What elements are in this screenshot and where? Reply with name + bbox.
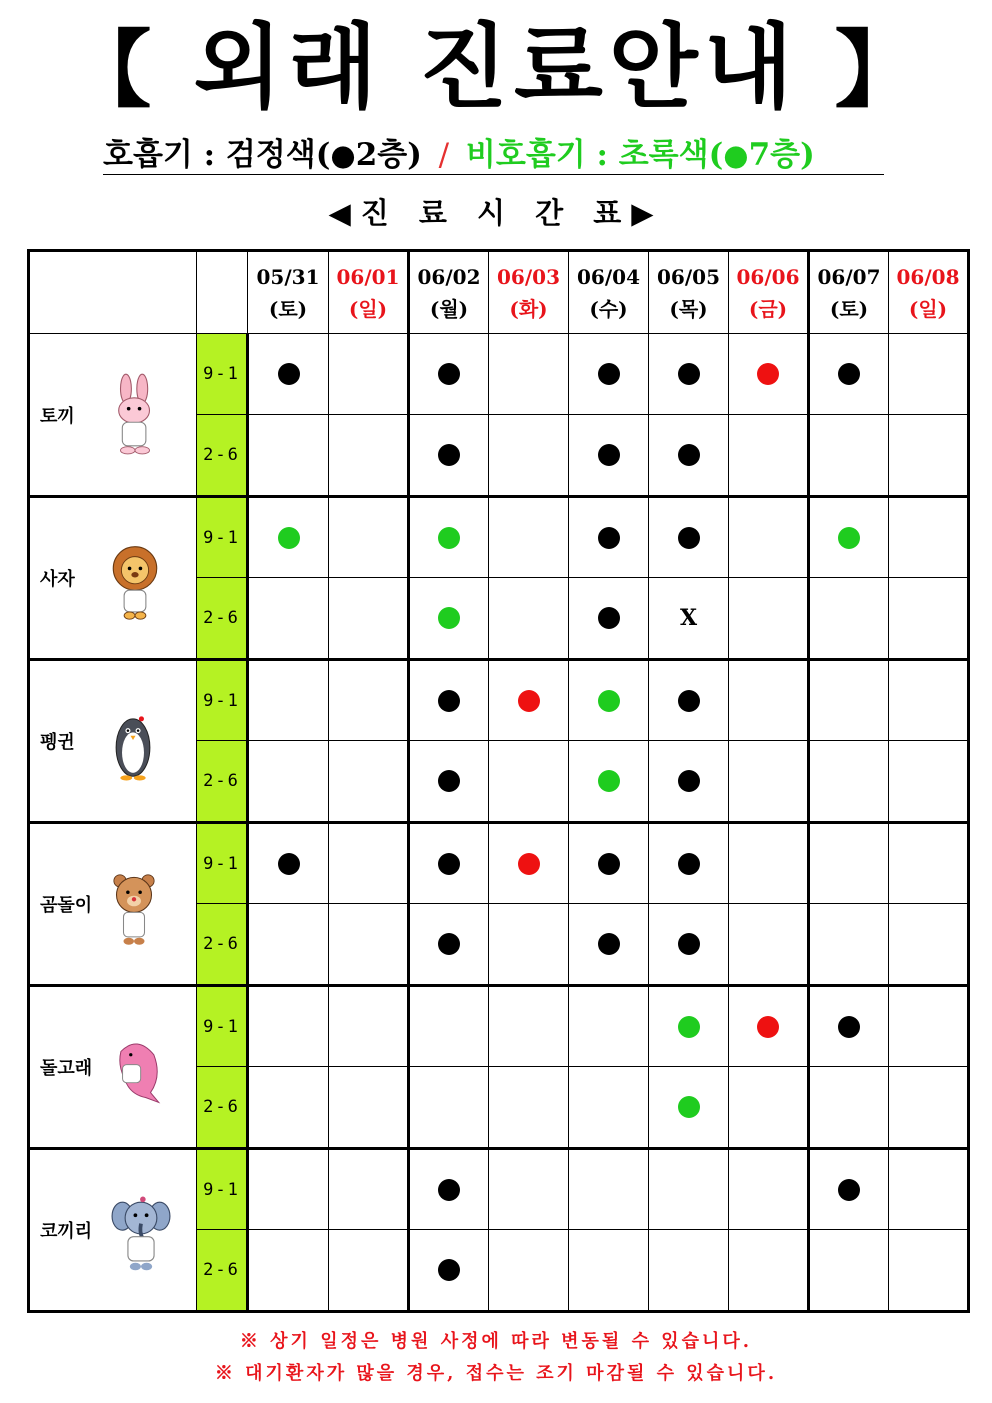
schedule-cell xyxy=(489,741,569,823)
weekday-label: (월) xyxy=(429,296,469,321)
time-slot-label: 9-1 xyxy=(197,986,248,1067)
doctor-name: 곰돌이 xyxy=(40,895,93,916)
black-dot-icon xyxy=(438,770,460,792)
black-dot-icon xyxy=(678,853,700,875)
schedule-cell xyxy=(569,741,649,823)
schedule-cell xyxy=(248,660,329,741)
date-header xyxy=(248,251,329,334)
schedule-cell xyxy=(489,578,569,660)
notice-schedule-change: ※ 상기 일정은 병원 사정에 따라 변동될 수 있습니다. xyxy=(239,1331,753,1352)
schedule-cell xyxy=(569,660,649,741)
time-slot-label: 2-6 xyxy=(197,741,248,823)
schedule-cell xyxy=(649,1149,729,1230)
schedule-cell xyxy=(409,1149,489,1230)
schedule-cell xyxy=(809,1149,889,1230)
schedule-cell xyxy=(729,741,809,823)
title-word-outpatient: 외래 xyxy=(193,14,384,121)
schedule-title: ◀진 료 시 간 표▶ xyxy=(328,196,664,230)
schedule-cell xyxy=(329,986,409,1067)
black-dot-icon xyxy=(678,444,700,466)
black-dot-icon xyxy=(598,607,620,629)
penguin-doctor-icon xyxy=(106,703,160,787)
schedule-row xyxy=(29,334,969,415)
time-slot-label: 9-1 xyxy=(197,660,248,741)
schedule-cell xyxy=(889,741,969,823)
red-dot-icon xyxy=(518,690,540,712)
page-title xyxy=(0,14,992,121)
black-dot-icon xyxy=(838,1016,860,1038)
date-label: 06/04 xyxy=(577,264,640,289)
black-dot-icon xyxy=(678,527,700,549)
bear-doctor-icon xyxy=(106,866,162,950)
schedule-cell xyxy=(729,497,809,578)
date-header xyxy=(649,251,729,334)
schedule-cell xyxy=(489,1067,569,1149)
schedule-cell xyxy=(329,1067,409,1149)
doctor-cell xyxy=(29,334,197,497)
green-dot-icon xyxy=(438,527,460,549)
black-dot-icon xyxy=(438,1259,460,1281)
black-dot-icon xyxy=(678,770,700,792)
schedule-cell xyxy=(889,1230,969,1312)
red-dot-icon xyxy=(518,853,540,875)
date-header xyxy=(889,251,969,334)
schedule-cell xyxy=(409,1067,489,1149)
schedule-cell xyxy=(248,1149,329,1230)
schedule-cell xyxy=(809,823,889,904)
date-label: 06/07 xyxy=(817,264,881,289)
time-slot-label: 2-6 xyxy=(197,578,248,660)
legend-respiratory-label: 호흡기 : 검정색( xyxy=(103,137,331,173)
weekday-label: (화) xyxy=(509,296,548,321)
schedule-cell xyxy=(569,578,649,660)
weekday-label: (수) xyxy=(589,296,628,321)
black-dot-icon xyxy=(438,853,460,875)
schedule-cell xyxy=(329,741,409,823)
black-dot-icon xyxy=(278,853,300,875)
legend-respiratory-floor: 2층) xyxy=(355,137,422,173)
schedule-cell xyxy=(889,1149,969,1230)
legend-nonrespiratory-floor: 7층) xyxy=(748,137,815,173)
schedule-cell xyxy=(889,497,969,578)
weekday-label: (토) xyxy=(829,296,869,321)
schedule-cell xyxy=(809,904,889,986)
legend-green-dot-icon: ● xyxy=(723,138,749,172)
schedule-cell xyxy=(729,578,809,660)
schedule-cell xyxy=(729,823,809,904)
schedule-cell xyxy=(329,334,409,415)
weekday-label: (토) xyxy=(268,296,308,321)
schedule-cell xyxy=(489,1149,569,1230)
schedule-cell xyxy=(329,578,409,660)
schedule-row xyxy=(29,823,969,904)
schedule-cell xyxy=(329,497,409,578)
schedule-cell xyxy=(809,415,889,497)
title-close-bracket: 】 xyxy=(834,21,925,119)
schedule-cell xyxy=(569,986,649,1067)
black-dot-icon xyxy=(438,933,460,955)
schedule-cell xyxy=(569,1230,649,1312)
schedule-cell xyxy=(569,1067,649,1149)
date-label: 06/05 xyxy=(657,264,720,289)
schedule-cell xyxy=(809,334,889,415)
schedule-cell xyxy=(248,1067,329,1149)
schedule-cell xyxy=(489,334,569,415)
schedule-row xyxy=(29,986,969,1067)
doctor-cell xyxy=(29,497,197,660)
schedule-cell xyxy=(889,578,969,660)
weekday-label: (목) xyxy=(669,296,708,321)
time-slot-label: 9-1 xyxy=(197,334,248,415)
doctor-name: 펭귄 xyxy=(40,732,75,753)
schedule-cell xyxy=(248,741,329,823)
schedule-cell xyxy=(409,334,489,415)
schedule-cell xyxy=(649,904,729,986)
schedule-cell xyxy=(329,415,409,497)
date-header xyxy=(569,251,649,334)
schedule-cell xyxy=(489,823,569,904)
black-dot-icon xyxy=(598,363,620,385)
dolphin-doctor-icon xyxy=(106,1035,172,1109)
green-dot-icon xyxy=(678,1016,700,1038)
schedule-cell xyxy=(729,1067,809,1149)
schedule-cell xyxy=(809,1067,889,1149)
time-slot-label: 2-6 xyxy=(197,1230,248,1312)
doctor-cell xyxy=(29,660,197,823)
header-slot-cell xyxy=(197,251,248,334)
black-dot-icon xyxy=(438,690,460,712)
weekday-label: (금) xyxy=(748,296,788,321)
schedule-cell xyxy=(329,660,409,741)
date-header xyxy=(489,251,569,334)
weekday-label: (일) xyxy=(908,296,948,321)
schedule-cell xyxy=(489,660,569,741)
schedule-cell xyxy=(729,1230,809,1312)
schedule-cell xyxy=(329,823,409,904)
schedule-cell xyxy=(729,1149,809,1230)
header-corner-cell xyxy=(29,251,197,334)
date-label: 06/03 xyxy=(497,264,560,289)
schedule-table xyxy=(27,249,970,1313)
date-label: 06/08 xyxy=(896,264,960,289)
red-dot-icon xyxy=(757,1016,779,1038)
closed-x-mark: X xyxy=(679,605,698,631)
schedule-cell xyxy=(248,578,329,660)
schedule-cell xyxy=(729,986,809,1067)
black-dot-icon xyxy=(438,444,460,466)
legend-separator: / xyxy=(438,137,450,173)
legend-nonrespiratory-label: 비호흡기 : 초록색( xyxy=(465,137,724,173)
schedule-cell xyxy=(729,660,809,741)
schedule-cell xyxy=(489,986,569,1067)
green-dot-icon xyxy=(598,690,620,712)
elephant-doctor-icon xyxy=(106,1190,176,1274)
schedule-cell xyxy=(809,741,889,823)
black-dot-icon xyxy=(838,363,860,385)
schedule-cell xyxy=(649,1230,729,1312)
schedule-cell xyxy=(409,578,489,660)
schedule-row xyxy=(29,497,969,578)
date-label: 05/31 xyxy=(256,264,320,289)
date-header xyxy=(329,251,409,334)
time-slot-label: 9-1 xyxy=(197,497,248,578)
schedule-cell xyxy=(889,986,969,1067)
time-slot-label: 2-6 xyxy=(197,904,248,986)
black-dot-icon xyxy=(598,933,620,955)
time-slot-label: 2-6 xyxy=(197,415,248,497)
green-dot-icon xyxy=(598,770,620,792)
schedule-cell xyxy=(809,986,889,1067)
schedule-cell xyxy=(569,823,649,904)
schedule-cell xyxy=(649,415,729,497)
weekday-label: (일) xyxy=(348,296,388,321)
schedule-cell xyxy=(649,578,729,660)
notice-early-closing: ※ 대기환자가 많을 경우, 접수는 조기 마감될 수 있습니다. xyxy=(214,1363,778,1384)
time-slot-label: 9-1 xyxy=(197,1149,248,1230)
schedule-cell xyxy=(809,1230,889,1312)
schedule-cell xyxy=(409,986,489,1067)
schedule-cell xyxy=(248,823,329,904)
legend-black-dot-icon: ● xyxy=(330,138,356,172)
green-dot-icon xyxy=(678,1096,700,1118)
black-dot-icon xyxy=(678,933,700,955)
doctor-name: 코끼리 xyxy=(40,1221,93,1242)
doctor-cell xyxy=(29,1149,197,1312)
schedule-cell xyxy=(489,904,569,986)
black-dot-icon xyxy=(678,363,700,385)
schedule-cell xyxy=(809,578,889,660)
green-dot-icon xyxy=(838,527,860,549)
date-label: 06/01 xyxy=(336,264,400,289)
schedule-cell xyxy=(729,334,809,415)
black-dot-icon xyxy=(278,363,300,385)
schedule-cell xyxy=(889,415,969,497)
rabbit-doctor-icon xyxy=(106,372,164,458)
green-dot-icon xyxy=(278,527,300,549)
schedule-cell xyxy=(649,334,729,415)
time-slot-label: 2-6 xyxy=(197,1067,248,1149)
black-dot-icon xyxy=(598,853,620,875)
schedule-cell xyxy=(649,986,729,1067)
schedule-cell xyxy=(649,741,729,823)
schedule-cell xyxy=(649,497,729,578)
date-header-row xyxy=(29,251,969,334)
black-dot-icon xyxy=(678,690,700,712)
schedule-cell xyxy=(248,334,329,415)
date-label: 06/06 xyxy=(736,264,800,289)
lion-doctor-icon xyxy=(106,538,164,626)
schedule-cell xyxy=(889,823,969,904)
schedule-cell xyxy=(729,904,809,986)
black-dot-icon xyxy=(438,363,460,385)
doctor-name: 돌고래 xyxy=(40,1058,93,1079)
black-dot-icon xyxy=(598,527,620,549)
date-label: 06/02 xyxy=(417,264,481,289)
schedule-cell xyxy=(329,904,409,986)
schedule-cell xyxy=(409,497,489,578)
schedule-cell xyxy=(489,415,569,497)
schedule-cell xyxy=(889,660,969,741)
schedule-cell xyxy=(729,415,809,497)
schedule-cell xyxy=(809,660,889,741)
schedule-row xyxy=(29,1149,969,1230)
schedule-cell xyxy=(489,497,569,578)
schedule-cell xyxy=(569,1149,649,1230)
black-dot-icon xyxy=(598,444,620,466)
schedule-cell xyxy=(248,497,329,578)
schedule-cell xyxy=(409,1230,489,1312)
schedule-cell xyxy=(248,986,329,1067)
schedule-cell xyxy=(889,1067,969,1149)
schedule-cell xyxy=(248,904,329,986)
green-dot-icon xyxy=(438,607,460,629)
doctor-name: 사자 xyxy=(40,569,75,590)
doctor-cell xyxy=(29,986,197,1149)
schedule-cell xyxy=(248,1230,329,1312)
doctor-cell xyxy=(29,823,197,986)
schedule-row xyxy=(29,660,969,741)
date-header xyxy=(729,251,809,334)
schedule-cell xyxy=(409,660,489,741)
schedule-cell xyxy=(649,660,729,741)
schedule-cell xyxy=(569,904,649,986)
schedule-cell xyxy=(409,823,489,904)
schedule-cell xyxy=(649,1067,729,1149)
schedule-cell xyxy=(409,741,489,823)
schedule-cell xyxy=(489,1230,569,1312)
schedule-cell xyxy=(809,497,889,578)
black-dot-icon xyxy=(838,1179,860,1201)
schedule-cell xyxy=(329,1230,409,1312)
schedule-cell xyxy=(889,334,969,415)
title-word-clinic-guide: 진료안내 xyxy=(419,14,799,121)
schedule-cell xyxy=(569,415,649,497)
time-slot-label: 9-1 xyxy=(197,823,248,904)
doctor-name: 토끼 xyxy=(40,405,75,427)
schedule-cell xyxy=(649,823,729,904)
schedule-cell xyxy=(889,904,969,986)
title-open-bracket: 【 xyxy=(67,21,158,119)
red-dot-icon xyxy=(757,363,779,385)
date-header xyxy=(409,251,489,334)
schedule-cell xyxy=(409,415,489,497)
schedule-cell xyxy=(329,1149,409,1230)
schedule-cell xyxy=(409,904,489,986)
schedule-cell xyxy=(569,497,649,578)
black-dot-icon xyxy=(438,1179,460,1201)
date-header xyxy=(809,251,889,334)
schedule-cell xyxy=(248,415,329,497)
schedule-cell xyxy=(569,334,649,415)
color-legend xyxy=(103,136,884,175)
